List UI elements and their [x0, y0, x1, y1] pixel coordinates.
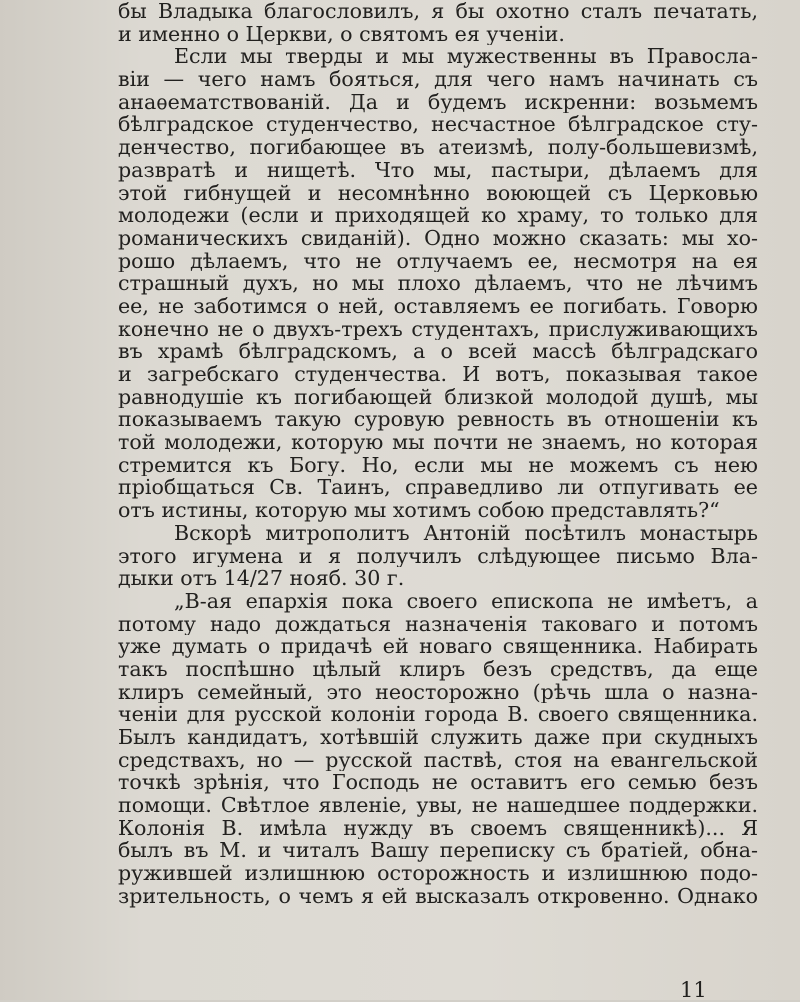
text-line: рошо дѣлаемъ, что не отлучаемъ ее, несмотря на ея — [118, 249, 758, 273]
text-line: точкѣ зрѣнія, что Господь не оставитъ его семью безъ — [118, 771, 758, 795]
text-line: клиръ семейный, это неосторожно (рѣчь шла о назна- — [118, 680, 758, 704]
text-line: потому надо дождаться назначенія таковаго и потомъ — [118, 612, 758, 636]
text-line: помощи. Свѣтлое явленіе, увы, не нашедшее поддержки. — [118, 794, 758, 817]
text-line: этого игумена и я получилъ слѣдующее письмо Вла- — [118, 544, 758, 568]
text-line: Колонія В. имѣла нужду въ своемъ священникѣ)... Я — [118, 816, 758, 840]
text-line: Если мы тверды и мы мужественны въ Правосла- — [174, 45, 758, 69]
text-line: пріобщаться Св. Таинъ, справедливо ли отпугивать ее — [118, 476, 758, 500]
body-text — [118, 0, 758, 908]
text-line: и именно о Церкви, о святомъ ея ученіи. — [118, 22, 565, 46]
text-line: молодежи (если и приходящей ко храму, то только для — [118, 204, 758, 227]
text-line: средствахъ, но — русской паствѣ, стоя на евангельской — [118, 748, 758, 772]
text-line: денчество, погибающее въ атеизмѣ, полу-большевизмѣ, — [118, 136, 758, 159]
text-line: страшный духъ, но мы плохо дѣлаемъ, что не лѣчимъ — [118, 272, 758, 295]
text-line: показываемъ такую суровую ревность въ отношеніи къ — [118, 408, 758, 432]
text-line: уже думать о придачѣ ей новаго священника. Набирать — [118, 635, 758, 658]
text-line: равнодушіе къ погибающей близкой молодой душѣ, мы — [118, 385, 758, 409]
text-line: конечно не о двухъ-трехъ студентахъ, прислуживающихъ — [118, 317, 758, 341]
text-line: бы Владыка благословилъ, я бы охотно сталъ печатать, — [118, 0, 758, 23]
text-line: такъ поспѣшно цѣлый клиръ безъ средствъ, да еще — [118, 657, 758, 681]
text-line: развратѣ и нищетѣ. Что мы, пастыри, дѣлаемъ для — [118, 158, 758, 182]
text-line: „В-ая епархія пока своего епископа не имѣетъ, а — [174, 589, 758, 613]
text-line: стремится къ Богу. Но, если мы не можемъ съ нею — [118, 453, 758, 477]
text-line: Былъ кандидатъ, хотѣвшій служить даже при скудныхъ — [118, 726, 758, 749]
text-line: и загребскаго студенчества. И вотъ, показывая такое — [118, 363, 758, 386]
text-line: ружившей излишнюю осторожность и излишнюю подо- — [118, 862, 758, 885]
text-line: отъ истины, которую мы хотимъ собою представлять?“ — [118, 499, 720, 522]
text-line: Вскорѣ митрополитъ Антоній посѣтилъ монастырь — [174, 521, 758, 545]
text-line: ее, не заботимся о ней, оставляемъ ее погибать. Говорю — [118, 294, 758, 318]
text-line: анаѳематствованій. Да и будемъ искренни: возьмемъ — [118, 90, 758, 114]
text-line: этой гибнущей и несомнѣнно воюющей съ Церковью — [118, 181, 758, 205]
text-line: дыки отъ 14/27 нояб. 30 г. — [118, 567, 405, 590]
text-line: бѣлградское студенчество, несчастное бѣлградское сту- — [118, 113, 758, 137]
text-line: ченіи для русской колоніи города В. своего священника. — [118, 703, 758, 726]
text-line: той молодежи, которую мы почти не знаемъ, но которая — [118, 431, 758, 454]
text-line: віи — чего намъ бояться, для чего намъ начинать съ — [118, 68, 758, 91]
page-number: 11 — [680, 978, 707, 1002]
text-line: романическихъ свиданій). Одно можно сказать: мы хо- — [118, 226, 758, 250]
text-line: зрительность, о чемъ я ей высказалъ откровенно. Однако — [118, 884, 758, 908]
text-line: былъ въ М. и читалъ Вашу переписку съ братіей, обна- — [118, 839, 758, 863]
text-line: въ храмѣ бѣлградскомъ, а о всей массѣ бѣлградскаго — [118, 340, 758, 363]
